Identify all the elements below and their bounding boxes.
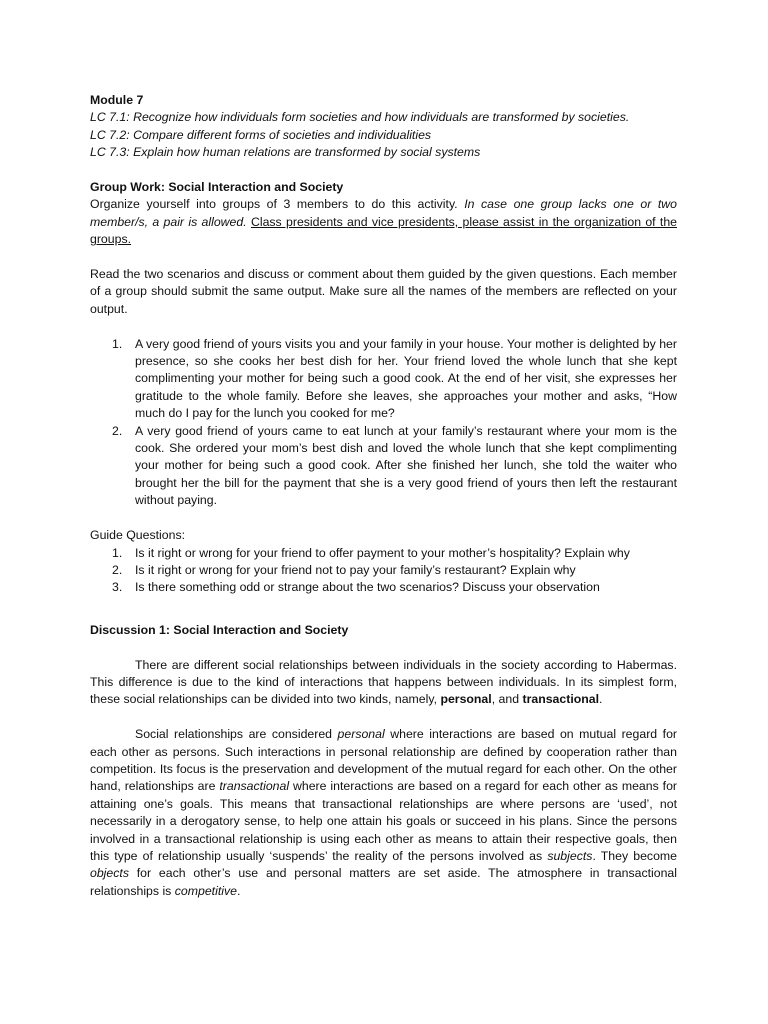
discussion-paragraph-2 [90,726,677,900]
spacer [90,162,677,179]
p2-text-d: . They become [592,848,677,863]
document-page [90,92,677,900]
scenario-list [90,336,677,510]
scenario-text: A very good friend of yours visits you and your family in your house. Your mother is delighted by her presence, so she cooks her best dish for her. Your friend loved the whole lunch that she kept complimenting your mother for being such a good cook. At the end of her visit, she expresses her gratitude to the whole family. Before she leaves, she approaches your mother and asks, “How much do I pay for the lunch you cooked for me? [135,336,677,421]
p2-competitive: competitive [174,883,237,898]
learning-competency-3: LC 7.3: Explain how human relations are transformed by social systems [90,145,481,160]
p1-and: , and [491,692,523,707]
spacer [90,249,677,266]
p2-text-e: for each other’s use and personal matters are set aside. The atmosphere in transactional relationships is [90,866,677,898]
group-work-instructions [90,196,677,248]
p1-text: There are different social relationships between individuals in the society according to Habermas. This difference is due to the kind of interactions that happens between individuals. In its simplest form, these social relationships can be divided into two kinds, namely, [90,657,677,707]
question-number: 1. [112,545,123,560]
read-instructions: Read the two scenarios and discuss or comment about them guided by the given questions. Each member of a group should submit the same output. Make sure all the names of the members are reflected on your output. [90,267,677,316]
discussion-title: Discussion 1: Social Interaction and Society [90,622,349,637]
question-number: 2. [112,562,123,577]
spacer [90,709,677,726]
p2-personal: personal [337,727,385,742]
guide-question-item [90,579,677,596]
p2-text-b: where interactions are based on mutual regard for each other as persons. Such interactions in personal relationship are defined by cooperation rather than competition. Its focus is the preservation and development of the mutual regard for each other. On the other hand, relationships are [90,727,677,794]
guide-question-item [90,545,677,562]
learning-competency-2: LC 7.2: Compare different forms of societies and individualities [90,127,432,142]
p2-text-a: Social relationships are considered [135,727,338,742]
scenario-number: 1. [112,336,123,351]
guide-question-list [90,545,677,597]
instructions-text: Organize yourself into groups of 3 members to do this activity. [90,197,465,212]
spacer [90,639,677,656]
instructions-pair-note: In case one group lacks one or two member/s, a pair is allowed. [90,197,677,229]
guide-questions-title: Guide Questions: [90,528,186,543]
question-text: Is it right or wrong for your friend not to pay your family’s restaurant? Explain why [135,562,576,577]
p2-text-c: where interactions are based on a regard for each other as means for attaining one’s goals. This means that transactional relationships are where persons are ‘used’, not necessarily in a derogatory sense, to help one attain his goals or succeed in his plans. Since the persons involved in a transactional relationship is using each other as means to attain their respective goals, then this type of relationship usually ‘suspends’ the reality of the persons involved as [90,779,677,863]
scenario-item [90,336,677,423]
module-title: Module 7 [90,93,144,107]
instructions-officers-note: Class presidents and vice presidents, please assist in the organization of the groups. [90,214,677,247]
learning-competency-1: LC 7.1: Recognize how individuals form societies and how individuals are transformed by societies. [90,110,630,125]
spacer [90,597,677,622]
question-number: 3. [112,580,123,595]
group-work-title: Group Work: Social Interaction and Society [90,180,344,195]
p2-end: . [236,883,241,898]
p1-end: . [599,692,603,707]
scenario-item [90,423,677,510]
question-text: Is there something odd or strange about the two scenarios? Discuss your observation [135,580,600,595]
scenario-text: A very good friend of yours came to eat lunch at your family’s restaurant where your mom is the cook. She ordered your mom’s best dish and loved the whole lunch that she kept complimenting your mother for being such a good cook. After she finished her lunch, she told the waiter who brought her the bill for the payment that she is a very good friend of yours then left the restaurant without paying. [135,423,677,508]
discussion-paragraph-1 [90,657,677,709]
p2-objects: objects [90,866,129,881]
p2-subjects: subjects [547,848,593,863]
question-text: Is it right or wrong for your friend to offer payment to your mother’s hospitality? Explain why [135,545,630,560]
p2-transactional: transactional [219,779,290,794]
p1-transactional: transactional [522,692,600,707]
spacer [90,318,677,335]
scenario-number: 2. [112,423,123,438]
guide-question-item [90,562,677,579]
p1-personal: personal [440,692,492,707]
spacer [90,510,677,527]
